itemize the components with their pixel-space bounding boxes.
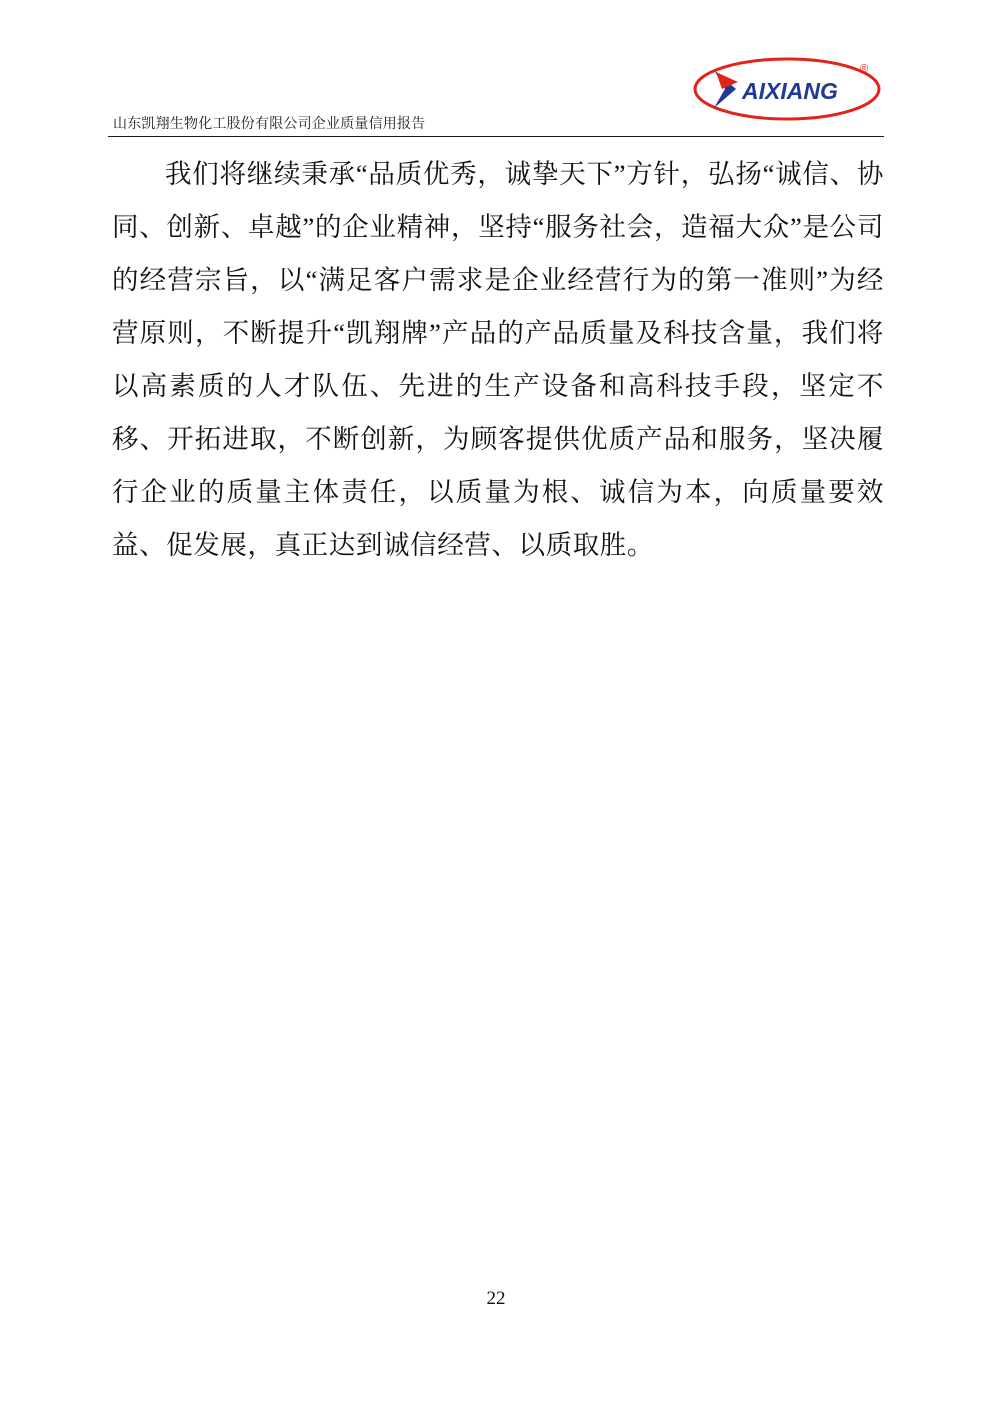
svg-text:AIXIANG: AIXIANG — [742, 78, 838, 104]
page-number: 22 — [486, 1288, 506, 1309]
page-header — [0, 0, 992, 140]
company-logo — [692, 52, 882, 126]
header-title: 山东凯翔生物化工股份有限公司企业质量信用报告 — [113, 115, 426, 131]
svg-text:®: ® — [860, 63, 869, 75]
header-divider — [108, 136, 884, 137]
body-paragraph: 我们将继续秉承“品质优秀，诚挚天下”方针，弘扬“诚信、协同、创新、卓越”的企业精神，坚持“服务社会，造福大众”是公司的经营宗旨，以“满足客户需求是企业经营行为的第一准则”为经营原则，不断提升“凯翔牌”产品的产品质量及科技含量，我们将以高素质的人才队伍、先进的生产设备和高科技手段，坚定不移、开拓进取，不断创新，为顾客提供优质产品和服务，坚决履行企业的质量主体责任，以质量为根、诚信为本，向质量要效益、促发展，真正达到诚信经营、以质取胜。 — [112, 159, 884, 560]
